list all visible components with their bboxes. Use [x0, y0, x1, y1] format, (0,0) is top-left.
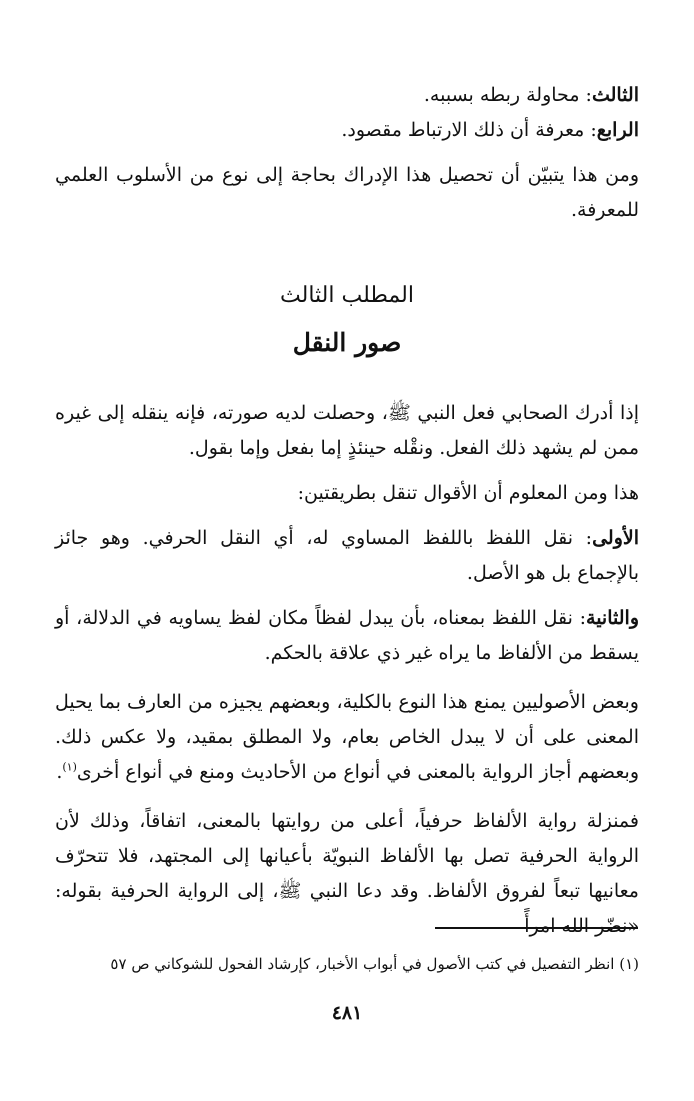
- section-title: صور النقل: [292, 328, 402, 357]
- intro-paragraph: ومن هذا يتبيّن أن تحصيل هذا الإدراك بحاجة إلى نوع من الأسلوب العلمي للمعرفة.: [55, 164, 639, 221]
- paragraph-3: [55, 521, 639, 591]
- list-item-text: : معرفة أن ذلك الارتباط مقصود.: [341, 119, 597, 141]
- page-body: [55, 78, 639, 944]
- paragraph-2: هذا ومن المعلوم أن الأقوال تنقل بطريقتين:: [297, 482, 639, 504]
- page-number: ٤٨١: [331, 1002, 363, 1024]
- paragraph-5-end: .: [56, 761, 63, 783]
- list-item-lead: الثالث: [591, 84, 639, 106]
- paragraph-4-text: : نقل اللفظ بمعناه، بأن يبدل لفظاً مكان لفظ يساويه في الدلالة، أو يسقط من الألفاظ ما يراه غير ذي علاقة بالحكم.: [55, 607, 639, 664]
- paragraph-4: [55, 601, 639, 671]
- section-heading: [55, 276, 639, 366]
- list-item-text: : محاولة ربطه بسببه.: [423, 84, 592, 106]
- paragraph-1: إذا أدرك الصحابي فعل النبي ﷺ، وحصلت لديه صورته، فإنه ينقله إلى غيره ممن لم يشهد ذلك الفعل. ونقْله حينئذٍ إما بفعل وإما بقول.: [55, 402, 639, 459]
- section-label: المطلب الثالث: [280, 283, 414, 308]
- footnote-divider: [435, 927, 638, 929]
- paragraph-6: فمنزلة رواية الألفاظ حرفياً، أعلى من روايتها بالمعنى، اتفاقاً، وذلك لأن الرواية الحرفية تصل بها الألفاظ النبويّة بأعيانها إلى المجتهد، فلا تتحرّف معانيها تبعاً لفروق الألفاظ. وقد دعا النبي ﷺ، إلى الرواية الحرفية بقوله: «نضّر الله امرأً: [55, 810, 639, 937]
- paragraph-3-text: : نقل اللفظ باللفظ المساوي له، أي النقل الحرفي. وهو جائز بالإجماع بل هو الأصل.: [55, 527, 639, 584]
- paragraph-5: [55, 685, 639, 790]
- list-item-fourth: [55, 113, 639, 148]
- list-item-lead: الرابع: [596, 119, 639, 141]
- paragraph-4-lead: والثانية: [586, 607, 639, 629]
- paragraph-3-lead: الأولى: [592, 527, 639, 549]
- paragraph-5-text: وبعض الأصوليين يمنع هذا النوع بالكلية، وبعضهم يجيزه من العارف بما يحيل المعنى على أن لا يبدل الخاص بعام، ولا المطلق بمقيد، ولا عكس ذلك. وبعضهم أجاز الرواية بالمعنى في أنواع من الأحاديث ومنع في أنواع أخرى: [55, 691, 639, 783]
- list-item-third: [55, 78, 639, 113]
- footnote-ref[interactable]: (١): [62, 760, 77, 774]
- footnote: (١) انظر التفصيل في كتب الأصول في أبواب الأخبار، كإرشاد الفحول للشوكاني ص ٥٧: [110, 955, 639, 973]
